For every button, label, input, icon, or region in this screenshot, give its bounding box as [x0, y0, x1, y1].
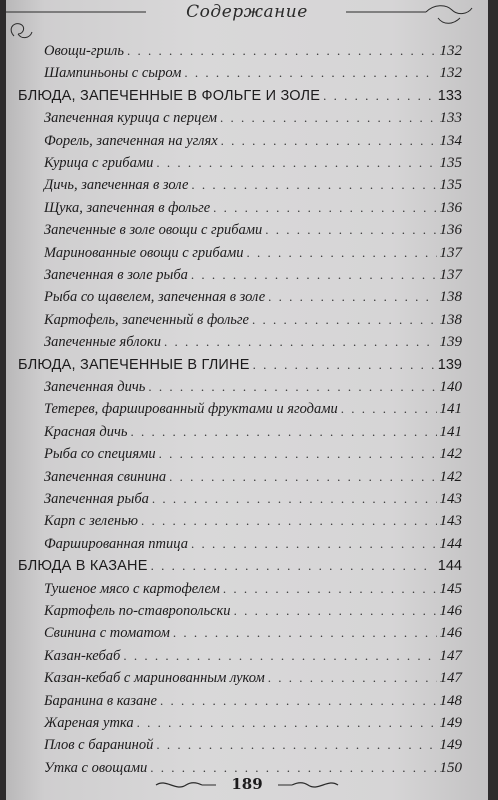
toc-page-number: 146 — [439, 603, 462, 619]
toc-entry-row — [44, 734, 462, 756]
page-footer — [6, 768, 488, 800]
dot-leader — [151, 555, 435, 577]
toc-entry-title: Карп с зеленью — [44, 513, 138, 530]
dot-leader — [220, 107, 436, 129]
toc-entry-title: Свинина с томатом — [44, 625, 170, 642]
page-number: 189 — [231, 775, 263, 793]
toc-entry-title: Жареная утка — [44, 715, 134, 731]
toc-entry-title: Картофель, запеченный в фольге — [44, 311, 249, 328]
toc-page-number: 136 — [439, 222, 462, 239]
toc-entry-row — [44, 510, 462, 532]
toc-entry-title: Запеченная курица с перцем — [44, 110, 218, 127]
toc-entry-row — [44, 600, 462, 622]
toc-entry-row — [44, 488, 462, 510]
toc-entry-title: Щука, запеченная в фольге — [44, 199, 211, 216]
dot-leader — [152, 488, 437, 510]
toc-section-row — [18, 354, 462, 376]
dot-leader — [268, 667, 437, 689]
toc-entry-row — [44, 398, 462, 420]
dot-leader — [148, 376, 436, 398]
toc-section-row — [18, 85, 462, 107]
dot-leader — [223, 578, 437, 600]
toc-entry-title: Казан-кебаб — [44, 647, 121, 664]
dot-leader — [156, 734, 436, 756]
toc-entry-row — [44, 62, 462, 84]
dot-leader — [184, 62, 436, 84]
toc-page-number: 138 — [439, 289, 462, 306]
dot-leader — [191, 533, 437, 555]
toc-entry-row — [44, 309, 462, 331]
toc-entry-title: Запеченная рыба — [44, 491, 149, 507]
toc-page-number: 146 — [439, 625, 462, 642]
toc-page-number: 133 — [437, 87, 462, 104]
toc-section-title: БЛЮДА, ЗАПЕЧЕННЫЕ В ФОЛЬГЕ И ЗОЛЕ — [18, 87, 321, 104]
toc-page-number: 143 — [439, 491, 462, 507]
table-of-contents — [6, 0, 488, 800]
toc-entry-row — [44, 667, 462, 689]
toc-entry-title: Баранина в казане — [44, 692, 157, 709]
toc-entry-title: Тушеное мясо с картофелем — [44, 580, 220, 597]
toc-page-number: 140 — [439, 379, 462, 395]
toc-entry-title: Маринованные овощи с грибами — [44, 244, 244, 261]
toc-entry-row — [44, 622, 462, 644]
toc-page-number: 139 — [437, 356, 462, 373]
toc-entry-row — [44, 421, 462, 443]
toc-page-number: 132 — [439, 65, 462, 82]
dot-leader — [213, 197, 436, 219]
toc-entry-title: Рыба со специями — [44, 446, 156, 463]
toc-page-number: 142 — [439, 468, 462, 485]
dot-leader — [323, 85, 435, 107]
dot-leader — [160, 690, 437, 712]
dot-leader — [191, 264, 437, 286]
toc-entry-title: Плов с бараниной — [44, 737, 154, 754]
toc-entry-title: Запеченная свинина — [44, 468, 167, 485]
dot-leader — [191, 174, 436, 196]
toc-entry-title: Дичь, запеченная в золе — [44, 177, 189, 194]
toc-entry-title: Рыба со щавелем, запеченная в золе — [44, 289, 266, 306]
book-page — [6, 0, 488, 800]
toc-entry-row — [44, 130, 462, 152]
toc-entry-row — [44, 331, 462, 353]
dot-leader — [173, 622, 437, 644]
toc-entry-title: Фаршированная птица — [44, 535, 188, 552]
toc-page-number: 142 — [439, 446, 462, 463]
dot-leader — [169, 466, 436, 488]
toc-section-title: БЛЮДА В КАЗАНЕ — [18, 558, 148, 575]
dot-leader — [137, 712, 437, 734]
toc-page-number: 135 — [439, 155, 462, 171]
dot-leader — [141, 510, 437, 532]
toc-page-number: 139 — [439, 334, 462, 351]
toc-entry-title: Запеченные в золе овощи с грибами — [44, 222, 263, 239]
toc-entry-row — [44, 174, 462, 196]
toc-entry-row — [44, 690, 462, 712]
dot-leader — [159, 443, 437, 465]
toc-page-number: 133 — [439, 110, 462, 127]
toc-entry-row — [44, 376, 462, 398]
toc-entry-title: Утка с овощами — [44, 759, 148, 776]
dot-leader — [246, 242, 436, 264]
toc-entry-title: Запеченная в золе рыба — [44, 267, 188, 283]
toc-entry-row — [44, 645, 462, 667]
toc-entry-title: Красная дичь — [44, 423, 128, 440]
toc-entry-row — [44, 466, 462, 488]
toc-section-title: БЛЮДА, ЗАПЕЧЕННЫЕ В ГЛИНЕ — [18, 356, 250, 373]
toc-page-number: 137 — [439, 244, 462, 261]
dot-leader — [341, 398, 437, 420]
toc-page-number: 149 — [439, 715, 462, 731]
dot-leader — [123, 645, 436, 667]
toc-entry-row — [44, 40, 462, 62]
toc-entry-row — [44, 107, 462, 129]
dot-leader — [253, 354, 435, 376]
dot-leader — [252, 309, 437, 331]
toc-page-number: 147 — [439, 647, 462, 664]
dot-leader — [265, 219, 436, 241]
toc-page-number: 132 — [439, 43, 462, 59]
toc-entry-title: Казан-кебаб с маринованным луком — [44, 670, 265, 687]
toc-page-number: 136 — [439, 199, 462, 216]
toc-entry-row — [44, 578, 462, 600]
toc-entry-title: Картофель по-ставропольски — [44, 603, 231, 619]
toc-page-number: 138 — [439, 311, 462, 328]
toc-page-number: 144 — [439, 535, 462, 552]
header-title: Содержание — [186, 2, 308, 22]
toc-page-number: 141 — [439, 401, 462, 418]
toc-page-number: 149 — [439, 737, 462, 754]
dot-leader — [164, 331, 437, 353]
toc-page-number: 147 — [439, 670, 462, 687]
toc-entry-title: Запеченная дичь — [44, 379, 146, 395]
toc-page-number: 148 — [439, 692, 462, 709]
toc-entry-title: Шампиньоны с сыром — [44, 65, 182, 82]
toc-entry-row — [44, 264, 462, 286]
dot-leader — [221, 130, 437, 152]
toc-entry-title: Запеченные яблоки — [44, 334, 161, 351]
toc-entry-row — [44, 286, 462, 308]
toc-page-number: 145 — [439, 580, 462, 597]
dot-leader — [130, 421, 436, 443]
toc-page-number: 150 — [439, 759, 462, 776]
toc-section-row — [18, 555, 462, 577]
toc-entry-row — [44, 197, 462, 219]
toc-entry-title: Тетерев, фаршированный фруктами и ягодами — [44, 401, 338, 418]
toc-entry-title: Овощи-гриль — [44, 43, 124, 59]
toc-entry-row — [44, 152, 462, 174]
toc-entry-row — [44, 712, 462, 734]
toc-page-number: 137 — [439, 267, 462, 283]
dot-leader — [268, 286, 436, 308]
toc-page-number: 141 — [439, 423, 462, 440]
dot-leader — [156, 152, 436, 174]
toc-page-number: 134 — [439, 132, 462, 149]
toc-page-number: 144 — [437, 558, 462, 575]
toc-entry-row — [44, 242, 462, 264]
toc-entry-row — [44, 443, 462, 465]
toc-entry-title: Форель, запеченная на углях — [44, 132, 218, 149]
dot-leader — [127, 40, 437, 62]
toc-page-number: 135 — [439, 177, 462, 194]
dot-leader — [234, 600, 437, 622]
toc-entry-row — [44, 219, 462, 241]
toc-entry-title: Курица с грибами — [44, 155, 154, 171]
toc-entry-row — [44, 533, 462, 555]
toc-page-number: 143 — [439, 513, 462, 530]
